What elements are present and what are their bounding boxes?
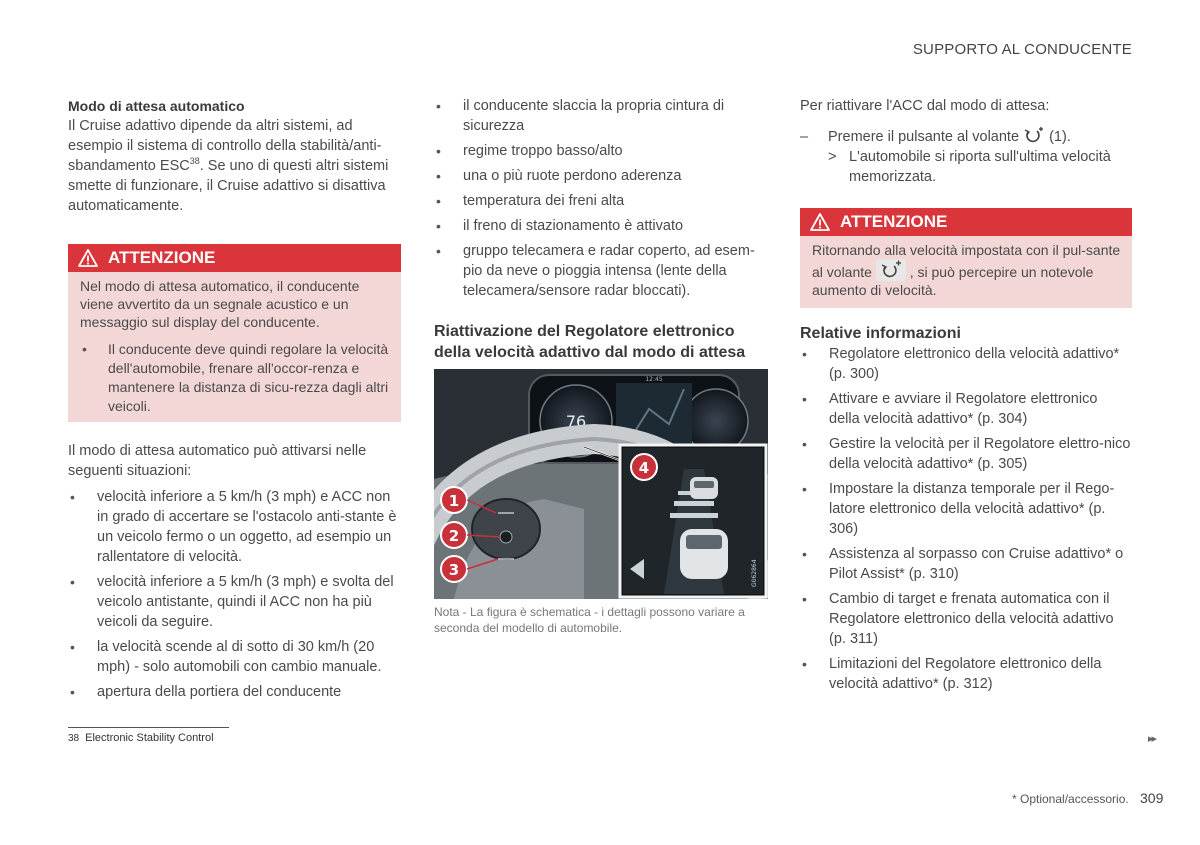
warning-title-2: ATTENZIONE (840, 212, 948, 231)
related-link[interactable]: • Attivare e avviare il Regolatore elettronico della velocità adattivo* (p. 304) (800, 389, 1132, 429)
result-text: L'automobile si riporta sull'ultima velocità memorizzata. (849, 149, 1111, 185)
steering-wheel-illustration (434, 369, 768, 599)
step-text-before: Premere il pulsante al volante (828, 129, 1020, 145)
svg-text:3: 3 (448, 561, 460, 579)
callout-1 (441, 487, 467, 513)
footnote-ref[interactable]: 38 (189, 156, 200, 167)
running-header: SUPPORTO AL CONDUCENTE (912, 41, 1132, 58)
column-middle (434, 96, 768, 636)
optional-note: * Optional/accessorio. (1012, 792, 1129, 806)
footnote-number: 38 (68, 733, 80, 744)
situations-list (68, 487, 401, 702)
list-item: • apertura della portiera del conducente (68, 682, 401, 702)
footnote-text: Electronic Stability Control (85, 732, 214, 744)
footnote (68, 732, 214, 744)
svg-text:2: 2 (448, 527, 460, 545)
continue-arrows[interactable]: ▸▸ (1148, 733, 1156, 745)
result-marker: > (828, 149, 837, 165)
situations-list-continued (434, 96, 768, 301)
warning-bullet: • Il conducente deve quindi regolare la velocità dell'automobile, frenare all'occor-renza e mantenere la distanza di sicu-rezza dagli altri veicoli. (80, 340, 391, 416)
control-pad (472, 499, 540, 559)
list-item: • la velocità scende al di sotto di 30 km/h (20 mph) - solo automobili con cambio manuale. (68, 637, 401, 677)
figure-caption: Nota - La figura è schematica - i dettagli possono variare a seconda del modello di automobile. (434, 605, 745, 635)
warning-box-2 (800, 208, 1132, 308)
list-item: • regime troppo basso/alto (434, 141, 768, 161)
column-right (800, 96, 1132, 694)
steering-wheel-figure (434, 369, 768, 599)
step-text-after: (1). (1049, 129, 1071, 145)
list-item: • il freno di stazionamento è attivato (434, 216, 768, 236)
warning-title: ATTENZIONE (108, 248, 216, 267)
section-heading: Modo di attesa automatico (68, 98, 245, 114)
related-title: Relative informazioni (800, 325, 961, 342)
clock-readout: 12:45 (645, 376, 663, 383)
warning-body-2 (800, 236, 1132, 308)
related-link[interactable]: • Gestire la velocità per il Regolatore elettro-nico della velocità adattivo* (p. 305) (800, 434, 1132, 474)
list-item: • una o più ruote perdono aderenza (434, 166, 768, 186)
related-link[interactable]: • Assistenza al sorpasso con Cruise adattivo* o Pilot Assist* (p. 310) (800, 544, 1132, 584)
related-link[interactable]: • Impostare la distanza temporale per il Rego-latore elettronico della velocità adattivo* (p. 306) (800, 479, 1132, 539)
resume-button (500, 531, 512, 543)
situations-intro: Il modo di attesa automatico può attivarsi nelle seguenti situazioni: (68, 443, 367, 479)
svg-text:4: 4 (638, 459, 650, 477)
resume-button-icon (1023, 127, 1045, 145)
warning2-text-after: , si può percepire un notevole aumento di velocità. (812, 264, 1094, 298)
list-item: • il conducente slaccia la propria cintura di sicurezza (434, 96, 768, 136)
svg-text:1: 1 (448, 492, 460, 510)
callout-2 (441, 522, 467, 548)
related-link[interactable]: • Cambio di target e frenata automatica con il Regolatore elettronico della velocità adattivo (p. 311) (800, 589, 1132, 649)
callout-4 (631, 454, 657, 480)
related-link[interactable]: • Limitazioni del Regolatore elettronico della velocità adattivo* (p. 312) (800, 654, 1132, 694)
section-title: Riattivazione del Regolatore elettronico della velocità adattivo dal modo di attesa (434, 323, 746, 361)
list-item: • temperatura dei freni alta (434, 191, 768, 211)
list-item: • velocità inferiore a 5 km/h (3 mph) e ACC non in grado di accertare se l'ostacolo anti-stante è un veicolo fermo o un oggetto, ad esempio un rallentatore di velocità. (68, 487, 401, 567)
tachometer-gauge (684, 389, 748, 453)
column-left (68, 96, 401, 702)
warning-triangle-icon (78, 248, 98, 268)
resume-result (800, 147, 1132, 187)
intro-text-part1: Il Cruise adattivo dipende da altri sistemi, ad esempio il sistema di controllo della stabilità/anti-sbandamento ESC (68, 118, 382, 174)
resume-button-icon (876, 259, 906, 281)
warning-bullets (80, 340, 391, 416)
warning-header-2 (800, 208, 1132, 236)
warning-header (68, 244, 401, 272)
intro-paragraph (68, 116, 401, 216)
step-marker: – (800, 129, 809, 145)
resume-step (800, 127, 1132, 147)
related-list (800, 344, 1132, 694)
page-number: 309 (1140, 790, 1164, 806)
figure-code: G062864 (751, 559, 758, 587)
warning-box (68, 244, 401, 422)
speed-readout: 76 (565, 412, 587, 431)
warning-triangle-icon (810, 212, 830, 232)
footnote-rule (68, 727, 229, 728)
resume-intro: Per riattivare l'ACC dal modo di attesa: (800, 98, 1050, 114)
callout-3 (441, 556, 467, 582)
warning2-text-before: Ritornando alla velocità impostata con il pul-sante al volante (812, 242, 1121, 280)
intro-text-part2: . Se uno di questi altri sistemi smette di funzionare, il Cruise adattivo si disattiva automaticamente. (68, 158, 389, 214)
list-item: • velocità inferiore a 5 km/h (3 mph) e svolta del veicolo antistante, quindi il ACC non ha più veicoli da seguire. (68, 572, 401, 632)
list-item: • gruppo telecamera e radar coperto, ad esem-pio da neve o pioggia intensa (lente della telecamera/sensore radar bloccati). (434, 241, 768, 301)
warning-text: Nel modo di attesa automatico, il conducente viene avvertito da un segnale acustico e un messaggio sul display del conducente. (80, 278, 360, 330)
warning-body (68, 272, 401, 422)
related-link[interactable]: • Regolatore elettronico della velocità adattivo* (p. 300) (800, 344, 1132, 384)
